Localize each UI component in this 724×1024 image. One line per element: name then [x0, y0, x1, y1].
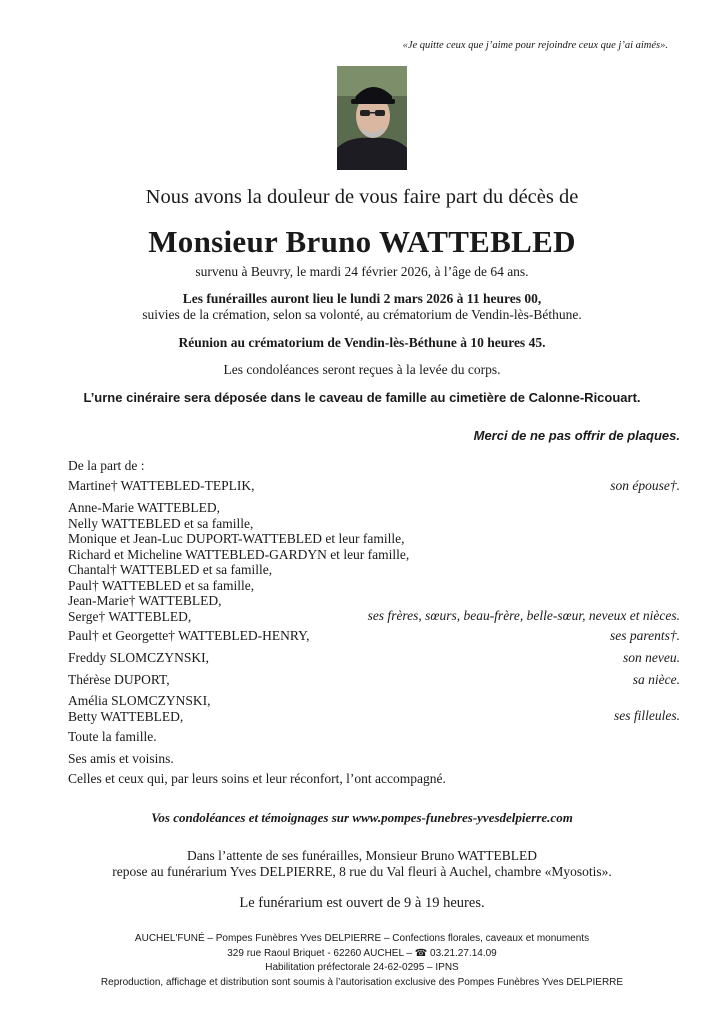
footer-address: 329 rue Raoul Briquet - 62260 AUCHEL – ☎ 03.21.27.14.09: [227, 947, 497, 959]
family-member: Paul† et Georgette† WATTEBLED-HENRY,: [68, 628, 310, 643]
family-group-niece: [68, 672, 680, 688]
caregivers-thanks: Celles et ceux qui, par leurs soins et leur réconfort, l’ont accompagné.: [68, 771, 446, 786]
funeral-cremation: suivies de la crémation, selon sa volonté, au crématorium de Vendin-lès-Béthune.: [142, 306, 582, 322]
funeral-date: Les funérailles auront lieu le lundi 2 mars 2026 à 11 heures 00,: [182, 291, 542, 306]
family-member: Nelly WATTEBLED et sa famille,: [68, 515, 254, 531]
family-group-goddaughters: [68, 693, 680, 724]
death-info: survenu à Beuvry, le mardi 24 février 2026, à l’âge de 64 ans.: [195, 264, 529, 279]
reunion-info: Réunion au crématorium de Vendin-lès-Béthune à 10 heures 45.: [178, 335, 546, 350]
epigraph-quote: «Je quitte ceux que j’aime pour rejoindre ceux que j’ai aimés».: [402, 40, 668, 51]
family-group-nephew: [68, 650, 680, 666]
urn-info: L’urne cinéraire sera déposée dans le caveau de famille au cimetière de Calonne-Ricouart.: [83, 390, 641, 405]
announcement-intro: Nous avons la douleur de vous faire part du décès de: [145, 186, 579, 208]
family-member: Serge† WATTEBLED,: [68, 608, 192, 624]
family-group-parents: [68, 628, 680, 644]
friends-neighbors: Ses amis et voisins.: [68, 751, 174, 766]
footer: [0, 932, 724, 990]
family-member: Jean-Marie† WATTEBLED,: [68, 593, 222, 608]
condolences-info: Les condoléances seront reçues à la levée du corps.: [223, 362, 501, 377]
relation-label: ses parents†.: [610, 627, 680, 643]
relation-label: son épouse†.: [610, 477, 680, 493]
family-member: Paul† WATTEBLED et sa famille,: [68, 577, 255, 593]
family-member: Freddy SLOMCZYNSKI,: [68, 650, 210, 665]
whole-family: Toute la famille.: [68, 729, 157, 744]
footer-company: AUCHEL'FUNÉ – Pompes Funèbres Yves DELPIERRE – Confections florales, caveaux et monuments: [134, 933, 590, 944]
relation-label: son neveu.: [623, 649, 680, 665]
family-member: Betty WATTEBLED,: [68, 708, 184, 724]
footer-license: Habilitation préfectorale 24-62-0295 – IPNS: [265, 962, 459, 973]
no-plaques-request: Merci de ne pas offrir de plaques.: [473, 428, 680, 443]
condolences-website: Vos condoléances et témoignages sur www.pompes-funebres-yvesdelpierre.com: [151, 810, 573, 825]
family-group-spouse: [68, 478, 680, 494]
rest-line: repose au funérarium Yves DELPIERRE, 8 rue du Val fleuri à Auchel, chambre «Myosotis».: [112, 863, 612, 879]
funeral-info: [0, 291, 724, 322]
rest-info: [0, 848, 724, 879]
family-member: Monique et Jean-Luc DUPORT-WATTEBLED et leur famille,: [68, 531, 405, 546]
relation-label: sa nièce.: [632, 671, 680, 687]
portrait-photo: [337, 66, 407, 170]
family-member: Martine† WATTEBLED-TEPLIK,: [68, 478, 255, 493]
relation-label: ses filleules.: [614, 708, 680, 723]
rest-line: Dans l’attente de ses funérailles, Monsieur Bruno WATTEBLED: [187, 848, 537, 863]
family-member: Amélia SLOMCZYNSKI,: [68, 693, 211, 708]
relation-label: ses frères, sœurs, beau-frère, belle-sœur, neveux et nièces.: [367, 608, 680, 623]
family-member: Chantal† WATTEBLED et sa famille,: [68, 562, 273, 577]
de-la-part-heading: De la part de :: [68, 458, 145, 473]
footer-rights: Reproduction, affichage et distribution sont soumis à l’autorisation exclusive des Pompes Funèbres Yves DELPIERRE: [100, 976, 624, 988]
family-member: Anne-Marie WATTEBLED,: [68, 500, 220, 515]
portrait-illustration: [337, 66, 407, 170]
family-member: Thérèse DUPORT,: [68, 672, 170, 687]
family-group-siblings: [68, 500, 680, 624]
deceased-name: Monsieur Bruno WATTEBLED: [148, 224, 576, 259]
family-member: Richard et Micheline WATTEBLED-GARDYN et leur famille,: [68, 546, 410, 562]
funerarium-hours: Le funérarium est ouvert de 9 à 19 heures.: [239, 895, 485, 911]
